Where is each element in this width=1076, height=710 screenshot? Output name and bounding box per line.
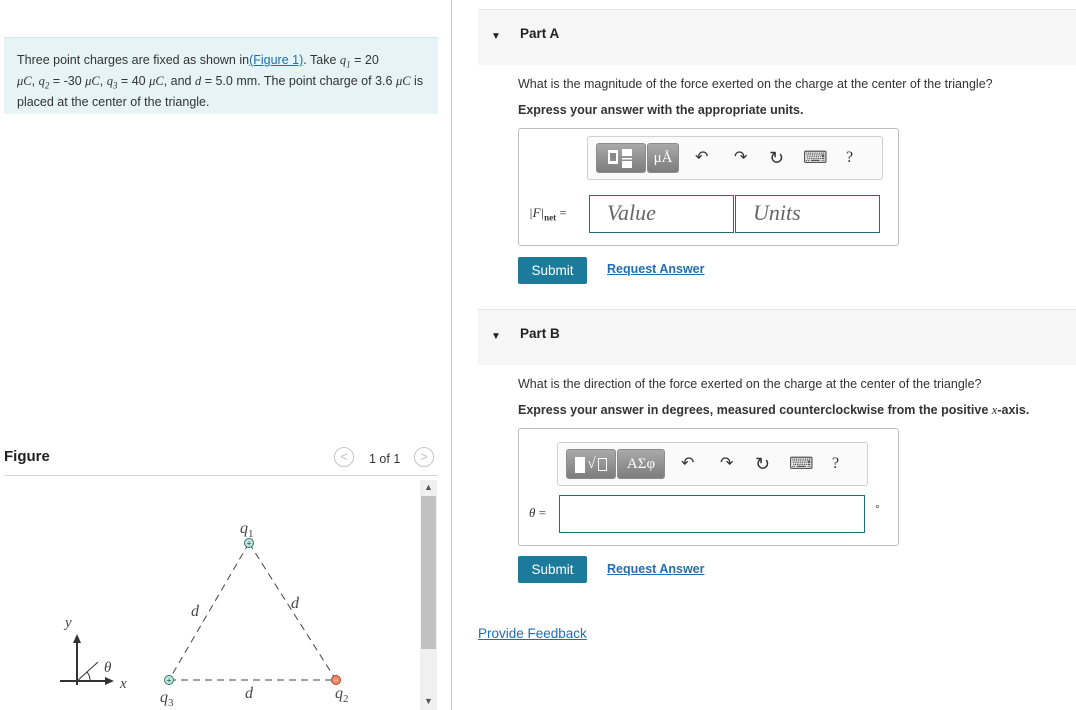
- part-b-instruction: [518, 403, 1029, 418]
- separator: ,: [99, 74, 107, 88]
- force-label: [529, 205, 567, 223]
- units-input[interactable]: Units: [735, 195, 880, 233]
- undo-icon[interactable]: ↶: [681, 455, 695, 472]
- side-q1-q3: [169, 543, 249, 680]
- equals-sign: =: [535, 505, 546, 520]
- force-symbol: |F|: [529, 205, 545, 220]
- var-q3-sub: 3: [112, 80, 118, 91]
- label-d-right: d: [291, 595, 299, 612]
- minus-sign: −: [333, 675, 339, 685]
- theta-label: [529, 505, 546, 521]
- reset-icon[interactable]: ↻: [769, 148, 785, 168]
- part-a-title: Part A: [520, 26, 560, 41]
- var-x: x: [991, 403, 998, 417]
- problem-text: . The point charge of 3.6: [257, 74, 396, 88]
- problem-text: . Take: [303, 53, 340, 67]
- separator: , and: [163, 74, 195, 88]
- unit-uc: μC: [17, 74, 32, 88]
- part-a-toolbar: [587, 136, 883, 180]
- x-axis-arrow: [105, 677, 114, 685]
- panel-divider: [451, 0, 452, 710]
- left-panel: [0, 0, 451, 710]
- label-theta: θ: [104, 660, 112, 676]
- var-q2-sub: 2: [44, 80, 50, 91]
- part-b-answer-box: [518, 428, 899, 546]
- figure-title: Figure: [4, 448, 50, 465]
- plus-sign: +: [246, 538, 252, 549]
- figure-diagram: [40, 500, 360, 710]
- template-icon: [597, 144, 645, 172]
- undo-icon[interactable]: ↶: [695, 149, 709, 166]
- problem-text: Three point charges are fixed as shown in: [17, 53, 250, 67]
- label-d-bottom: d: [245, 685, 253, 702]
- provide-feedback-link[interactable]: Provide Feedback: [478, 626, 587, 641]
- figure-link[interactable]: (Figure 1): [249, 53, 304, 67]
- label-d-left: d: [191, 603, 199, 620]
- help-icon[interactable]: ?: [846, 149, 854, 166]
- unit-uc: μC: [395, 74, 411, 88]
- value-q3: = 40: [117, 74, 150, 88]
- instruction-text: Express your answer in degrees, measured counterclockwise from the positive: [518, 403, 992, 417]
- var-q1: q: [339, 53, 347, 67]
- label-x: x: [120, 676, 127, 692]
- angle-input[interactable]: [559, 495, 865, 533]
- part-b-question: What is the direction of the force exerted on the charge at the center of the triangle?: [518, 377, 982, 391]
- greek-symbols-button[interactable]: ΑΣφ: [617, 449, 665, 479]
- collapse-icon[interactable]: ▼: [491, 31, 501, 42]
- keyboard-icon[interactable]: ⌨: [789, 454, 814, 473]
- value-input[interactable]: Value: [589, 195, 734, 233]
- part-a-header[interactable]: [478, 9, 1076, 65]
- unit-mm: mm: [236, 74, 258, 88]
- part-b-submit-button[interactable]: Submit: [518, 556, 587, 583]
- templates-button[interactable]: [566, 449, 616, 479]
- scroll-up-icon[interactable]: ▲: [424, 482, 433, 492]
- problem-text: is placed at the center of the triangle.: [17, 74, 424, 109]
- right-panel: [478, 0, 1076, 710]
- label-q2: $q_2$: [335, 685, 349, 705]
- var-q1-sub: 1: [346, 59, 351, 70]
- problem-statement: [4, 37, 438, 114]
- var-q2: q: [38, 74, 45, 88]
- part-a-request-answer-link[interactable]: Request Answer: [607, 262, 705, 276]
- figure-header: [4, 446, 438, 476]
- figure-scrollbar[interactable]: [420, 480, 437, 710]
- instruction-text: -axis.: [997, 403, 1030, 417]
- force-subscript: net: [544, 212, 557, 223]
- part-b-toolbar: [557, 442, 868, 486]
- part-b-header[interactable]: [478, 309, 1076, 365]
- part-b-request-answer-link[interactable]: Request Answer: [607, 562, 705, 576]
- figure-prev-button[interactable]: <: [334, 447, 354, 467]
- keyboard-icon[interactable]: ⌨: [803, 148, 828, 167]
- help-icon[interactable]: ?: [832, 455, 840, 472]
- label-y: y: [65, 615, 72, 631]
- redo-icon[interactable]: ↷: [720, 455, 734, 472]
- var-d: d: [194, 74, 202, 88]
- templates-button[interactable]: [596, 143, 646, 173]
- label-q3: $q_3$: [160, 689, 174, 709]
- figure-next-button[interactable]: >: [414, 447, 434, 467]
- unit-uc: μC: [149, 74, 164, 88]
- unit-uc: μC: [85, 74, 100, 88]
- degree-symbol: °: [875, 502, 880, 516]
- plus-sign: +: [166, 675, 172, 686]
- collapse-icon[interactable]: ▼: [491, 331, 501, 342]
- var-q3: q: [106, 74, 113, 88]
- part-a-answer-box: [518, 128, 899, 246]
- angle-ray: [77, 662, 98, 681]
- redo-icon[interactable]: ↷: [734, 149, 748, 166]
- value-q2: = -30: [49, 74, 86, 88]
- part-a-submit-button[interactable]: Submit: [518, 257, 587, 284]
- value-d: = 5.0: [201, 74, 237, 88]
- value-q1: = 20: [350, 53, 379, 67]
- units-button[interactable]: μÅ: [647, 143, 679, 173]
- part-a-instruction: Express your answer with the appropriate units.: [518, 103, 804, 117]
- y-axis-arrow: [73, 634, 81, 643]
- reset-icon[interactable]: ↻: [755, 454, 771, 474]
- part-b-title: Part B: [520, 326, 560, 341]
- scroll-down-icon[interactable]: ▼: [424, 696, 433, 706]
- equals-sign: =: [556, 205, 567, 220]
- angle-arc: [87, 672, 90, 681]
- label-q1: $q_1$: [240, 520, 254, 540]
- theta-symbol: θ: [529, 505, 536, 520]
- figure-count: 1 of 1: [369, 452, 401, 466]
- sqrt-icon: √: [587, 456, 596, 472]
- part-a-question: What is the magnitude of the force exerted on the charge at the center of the triangle?: [518, 77, 993, 91]
- scroll-thumb[interactable]: [421, 496, 436, 649]
- separator: ,: [31, 74, 39, 88]
